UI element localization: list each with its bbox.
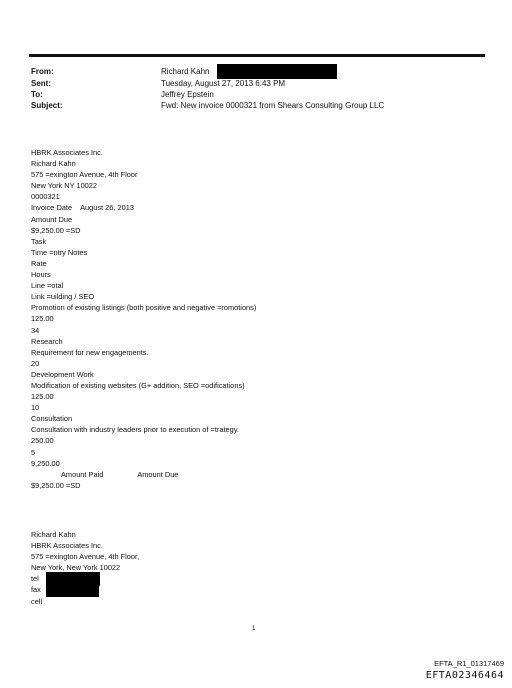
signature-address1: 575 =exington Avenue, 4th Floor,: [31, 552, 140, 562]
invoice-company: HBRK Associates Inc.: [31, 148, 103, 157]
col-line-total: Line =otal: [31, 281, 64, 291]
sent-value: Tuesday, August 27, 2013 6:43 PM: [161, 79, 286, 88]
sent-label: Sent:: [31, 79, 51, 88]
signature-company: HBRK Associates Inc.: [31, 541, 103, 551]
invoice-date: August 26, 2013: [80, 203, 134, 213]
amount-due-label: Amount Due: [31, 214, 73, 224]
bates-number-secondary: EFTA02346464: [425, 670, 504, 681]
item4-hours: 5: [31, 447, 36, 457]
col-hours: Hours: [31, 270, 51, 280]
amount-due-label-2: Amount Due: [137, 469, 179, 479]
item3-notes: Modification of existing websites (G+ addition, SEO =odifications): [31, 380, 245, 390]
col-task: Task: [31, 236, 47, 246]
invoice-total: 9,250.00: [31, 458, 60, 468]
signature-name: Richard Kahn: [31, 530, 76, 539]
amount-due-final: $9,250.00 =SD: [31, 480, 81, 490]
invoice-number: 0000321: [31, 192, 60, 202]
from-label: From:: [31, 67, 54, 76]
redaction-box: [46, 572, 100, 586]
item2-task: Research: [31, 336, 63, 346]
item2-hours: 20: [31, 358, 40, 368]
header-rule: [29, 54, 485, 57]
invoice-address2: New York NY 10022: [31, 181, 98, 191]
invoice-address1: 575 =exington Avenue, 4th Floor: [31, 170, 138, 180]
item3-rate: 125.00: [31, 392, 54, 402]
item1-hours: 34: [31, 325, 40, 335]
item4-task: Consultation: [31, 414, 73, 424]
item4-notes: Consultation with industry leaders prior to execution of =trategy.: [31, 425, 239, 435]
item1-rate: 125.00: [31, 314, 54, 324]
item3-hours: 10: [31, 403, 40, 413]
amount-paid-label: Amount Paid: [61, 469, 104, 479]
to-value: Jeffrey Epstein: [161, 90, 214, 99]
item3-task: Development Work: [31, 369, 94, 379]
signature-fax-label: fax: [31, 585, 41, 595]
col-time-notes: Time =ntry Notes: [31, 247, 88, 257]
subject-label: Subject:: [31, 101, 63, 110]
signature-tel-label: tel: [31, 574, 39, 584]
signature-address2: New York, New York 10022: [31, 563, 121, 573]
col-rate: Rate: [31, 258, 47, 268]
item1-notes: Promotion of existing listings (both positive and negative =romotions): [31, 303, 257, 313]
item4-rate: 250.00: [31, 436, 54, 446]
paid-due-header-row: [31, 469, 256, 480]
item2-notes: Requirement for new engagements.: [31, 347, 149, 357]
amount-due: $9,250.00 =SD: [31, 225, 81, 235]
subject-value: Fwd: New invoice 0000321 from Shears Consulting Group LLC: [161, 101, 385, 110]
item1-task: Link =uilding / SEO: [31, 292, 95, 302]
signature-cell-label: cell: [31, 596, 43, 606]
invoice-date-row: [31, 202, 256, 213]
to-label: To:: [31, 90, 43, 99]
from-value: Richard Kahn: [161, 67, 210, 76]
invoice-date-label: Invoice Date: [31, 203, 73, 213]
page-number: 1: [252, 626, 256, 632]
invoice-body: [31, 147, 256, 491]
invoice-contact: Richard Kahn: [31, 159, 76, 169]
bates-number-primary: EFTA_R1_01317469: [434, 659, 504, 668]
redaction-box: [217, 64, 337, 79]
